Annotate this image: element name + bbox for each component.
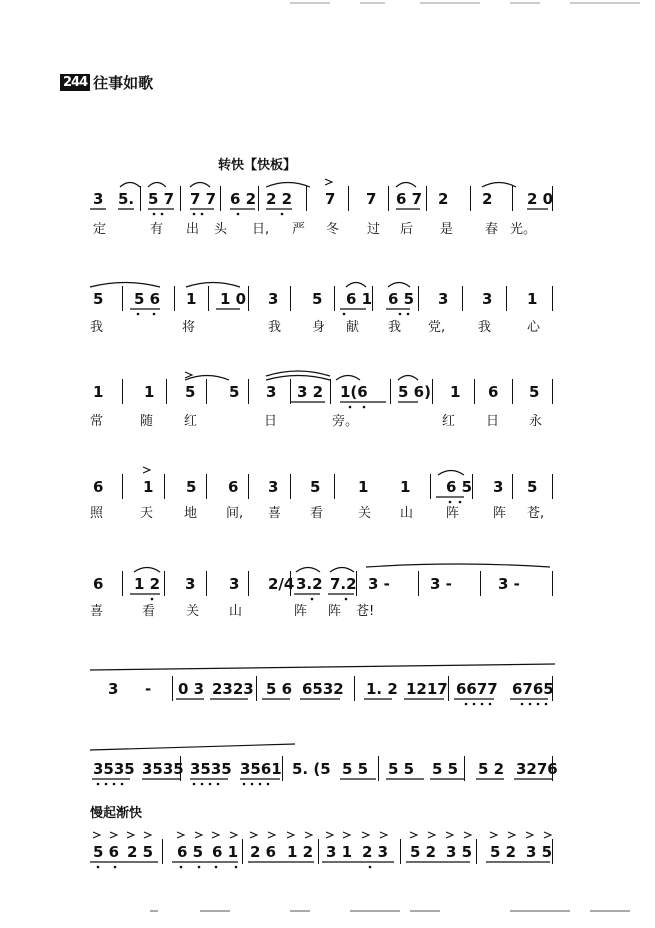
slur (396, 183, 416, 188)
note-group: 1. 2 (366, 680, 398, 698)
note-group: 6 7 (396, 190, 423, 208)
octave-dot (281, 213, 284, 216)
lyric-char: 山 (229, 604, 243, 619)
lyric-char: 阵 (446, 506, 460, 521)
lyric-char: 苍, (527, 506, 545, 521)
barline (418, 571, 419, 596)
barline (180, 186, 181, 211)
note-group: 6 2 (230, 190, 257, 208)
lyric-char: 心 (527, 320, 541, 335)
note-group: 5 5 (388, 760, 415, 778)
note-group: 3 (108, 680, 119, 698)
note-group: 0 3 (178, 680, 205, 698)
accent-mark (93, 832, 100, 838)
lyric-char: 有 (150, 222, 164, 237)
note-group: 5 6) (398, 383, 431, 401)
accent-mark (268, 832, 275, 838)
barline (140, 186, 141, 211)
barline (464, 756, 465, 781)
barline (162, 839, 163, 864)
octave-dot (137, 313, 140, 316)
page-number: 244 (60, 74, 90, 91)
barline (388, 186, 389, 211)
octave-dot (251, 783, 254, 786)
octave-dot (545, 703, 548, 706)
octave-dot (97, 783, 100, 786)
lyric-char: 永 (529, 414, 543, 429)
barline (348, 186, 349, 211)
barline (390, 379, 391, 404)
barline (122, 571, 123, 596)
scan-noise-top (270, 2, 655, 5)
barline (206, 474, 207, 499)
octave-dot (180, 866, 183, 869)
barline (474, 379, 475, 404)
barline (330, 379, 331, 404)
lyric-char: 光。 (510, 222, 537, 237)
barline (306, 186, 307, 211)
note-group: 7 7 (190, 190, 217, 208)
accent-mark (526, 832, 533, 838)
barline (172, 676, 173, 701)
note-group: 5 (93, 290, 104, 308)
note-group: 1 (144, 383, 155, 401)
barline (290, 474, 291, 499)
note-group: 1 (143, 478, 154, 496)
octave-dot (537, 703, 540, 706)
barline (208, 286, 209, 311)
octave-dot (481, 703, 484, 706)
slur (90, 283, 160, 288)
note-group: 5 (310, 478, 321, 496)
note-group: 6 1 (212, 843, 239, 861)
accent-mark (446, 832, 453, 838)
note-group: 1 (93, 383, 104, 401)
note-group: 3 - (498, 575, 520, 593)
note-group: 6 5 (177, 843, 204, 861)
barline (290, 286, 291, 311)
lyric-char: 关 (186, 604, 200, 619)
slur (366, 564, 550, 567)
accent-mark (362, 832, 369, 838)
note-group: 5. (5 (292, 760, 331, 778)
note-group: 5 (229, 383, 240, 401)
octave-dot (193, 783, 196, 786)
barline (242, 839, 243, 864)
lyric-char: 春 (485, 222, 499, 237)
octave-dot (369, 866, 372, 869)
slur (90, 744, 295, 750)
barline (426, 186, 427, 211)
octave-dot (363, 406, 366, 409)
note-group: 3 - (368, 575, 390, 593)
barline (552, 839, 553, 864)
note-group: 2323 (212, 680, 254, 698)
lyric-char: 山 (400, 506, 414, 521)
barline (174, 286, 175, 311)
page-title: 往事如歌 (93, 73, 154, 92)
barline (248, 286, 249, 311)
barline (418, 286, 419, 311)
barline (206, 379, 207, 404)
lyric-char: 身 (312, 320, 326, 335)
barline (378, 756, 379, 781)
accent-mark (325, 179, 332, 185)
barline (476, 839, 477, 864)
note-group: 5 (527, 478, 538, 496)
octave-dot (198, 866, 201, 869)
lyric-char: 定 (93, 222, 107, 237)
barline (256, 676, 257, 701)
note-group: 5 6 (93, 843, 120, 861)
note-group: 5 (529, 383, 540, 401)
lyric-char: 间, (226, 506, 244, 521)
note-group: 1(6 (340, 383, 368, 401)
note-group: 6 (93, 575, 104, 593)
note-group: 6532 (302, 680, 344, 698)
note-group: 7.2 (330, 575, 357, 593)
slur (134, 568, 160, 573)
note-group: 1 (358, 478, 369, 496)
slur (120, 183, 140, 188)
accent-mark (127, 832, 134, 838)
note-group: 3535 (93, 760, 135, 778)
note-group: 1217 (406, 680, 448, 698)
note-group: 3276 (516, 760, 558, 778)
note-group: 7 (366, 190, 377, 208)
slur (266, 371, 330, 376)
note-group: 1 2 (134, 575, 161, 593)
octave-dot (121, 783, 124, 786)
lyric-char: 日 (264, 414, 278, 429)
octave-dot (113, 783, 116, 786)
barline (166, 379, 167, 404)
lyric-char: 阵 (294, 604, 308, 619)
octave-dot (209, 783, 212, 786)
note-group: 1 (527, 290, 538, 308)
accent-mark (508, 832, 515, 838)
lyric-char: 我 (90, 320, 104, 335)
accent-mark (544, 832, 551, 838)
slur (186, 283, 240, 288)
lyric-char: 苍! (356, 604, 375, 619)
octave-dot (521, 703, 524, 706)
slur (330, 568, 354, 573)
barline (480, 571, 481, 596)
note-group: 6 (228, 478, 239, 496)
note-group: 6 (93, 478, 104, 496)
note-group: 1 2 (287, 843, 314, 861)
note-group: 2 0 (527, 190, 554, 208)
octave-dot (243, 783, 246, 786)
barline (248, 474, 249, 499)
note-group: 3 (482, 290, 493, 308)
note-group: 6 1 (346, 290, 373, 308)
lyric-char: 冬 (326, 222, 340, 237)
note-group: 3 5 (446, 843, 473, 861)
note-group: 3 (268, 478, 279, 496)
note-group: 3561 (240, 760, 282, 778)
note-group: 6 5 (388, 290, 415, 308)
accent-mark (410, 832, 417, 838)
barline (122, 379, 123, 404)
lyric-char: 喜 (90, 604, 104, 619)
barline (334, 286, 335, 311)
lyric-char: 党, (428, 320, 446, 335)
note-group: 3 (493, 478, 504, 496)
octave-dot (449, 501, 452, 504)
accent-mark (464, 832, 471, 838)
slur (190, 183, 210, 188)
lyric-char: 旁。 (332, 414, 359, 429)
accent-mark (185, 372, 192, 378)
slur (148, 183, 166, 188)
note-group: 5 6 (266, 680, 293, 698)
note-group: 1 0 (220, 290, 247, 308)
slur (336, 376, 360, 381)
lyric-char: 头 (214, 222, 228, 237)
slur (90, 664, 555, 670)
note-group: 5. (118, 190, 135, 208)
slur (346, 283, 366, 288)
slur (398, 376, 418, 381)
note-group: 3 (268, 290, 279, 308)
barline (512, 379, 513, 404)
accent-mark (144, 832, 151, 838)
lyric-char: 日, (252, 222, 270, 237)
octave-dot (349, 406, 352, 409)
note-group: 2 6 (250, 843, 277, 861)
barline (462, 286, 463, 311)
barline (552, 379, 553, 404)
lyric-char: 是 (440, 222, 454, 237)
lyric-char: 后 (400, 222, 414, 237)
accent-mark (305, 832, 312, 838)
octave-dot (201, 213, 204, 216)
lyric-char: 我 (478, 320, 492, 335)
accent-mark (490, 832, 497, 838)
note-group: 3535 (142, 760, 184, 778)
octave-dot (153, 213, 156, 216)
note-group: 1 (186, 290, 197, 308)
barline (472, 474, 473, 499)
barline (512, 186, 513, 211)
octave-dot (153, 313, 156, 316)
note-group: 5 (312, 290, 323, 308)
note-group: 3 1 (326, 843, 353, 861)
slur (266, 183, 310, 188)
barline (430, 474, 431, 499)
lyric-char: 喜 (268, 506, 282, 521)
octave-dot (161, 213, 164, 216)
octave-dot (407, 313, 410, 316)
note-group: 3 - (430, 575, 452, 593)
note-group: 3 (185, 575, 196, 593)
note-group: 2 2 (266, 190, 293, 208)
note-group: 5 (186, 478, 197, 496)
note-group: - (145, 680, 152, 698)
note-group: 3 (438, 290, 449, 308)
lyric-char: 将 (182, 320, 196, 335)
barline (164, 571, 165, 596)
barline (248, 379, 249, 404)
barline (282, 756, 283, 781)
note-group: 6 (488, 383, 499, 401)
note-group: 5 (185, 383, 196, 401)
note-group: 6765 (512, 680, 554, 698)
accent-mark (287, 832, 294, 838)
lyric-char: 看 (142, 604, 156, 619)
slur (482, 183, 516, 188)
accent-mark (230, 832, 237, 838)
note-group: 2/4 (268, 575, 295, 593)
accent-mark (250, 832, 257, 838)
lyric-char: 过 (367, 222, 381, 237)
octave-dot (105, 783, 108, 786)
barline (164, 474, 165, 499)
barline (258, 186, 259, 211)
note-group: 5 5 (432, 760, 459, 778)
octave-dot (529, 703, 532, 706)
barline (122, 286, 123, 311)
note-group: 2 (438, 190, 449, 208)
barline (354, 676, 355, 701)
note-group: 3 (229, 575, 240, 593)
note-group: 2 (482, 190, 493, 208)
octave-dot (201, 783, 204, 786)
accent-mark (343, 832, 350, 838)
accent-mark (110, 832, 117, 838)
accent-mark (212, 832, 219, 838)
barline (248, 571, 249, 596)
side-marking: 慢起渐快 (90, 806, 143, 821)
octave-dot (399, 313, 402, 316)
barline (122, 474, 123, 499)
note-group: 5 6 (134, 290, 161, 308)
note-group: 3.2 (296, 575, 323, 593)
octave-dot (151, 598, 154, 601)
barline (512, 474, 513, 499)
lyric-char: 献 (346, 320, 360, 335)
lyric-char: 关 (358, 506, 372, 521)
barline (400, 839, 401, 864)
lyric-char: 严 (292, 222, 306, 237)
accent-mark (380, 832, 387, 838)
note-group: 1 (400, 478, 411, 496)
note-group: 3 5 (526, 843, 553, 861)
page-header (60, 72, 153, 92)
octave-dot (459, 501, 462, 504)
barline (448, 676, 449, 701)
lyric-char: 随 (140, 414, 154, 429)
scan-noise-bottom (80, 910, 640, 916)
octave-dot (343, 313, 346, 316)
note-group: 6677 (456, 680, 498, 698)
octave-dot (473, 703, 476, 706)
slur (438, 471, 464, 476)
barline (552, 286, 553, 311)
barline (206, 571, 207, 596)
lyric-char: 红 (184, 414, 198, 429)
octave-dot (217, 783, 220, 786)
slur (266, 376, 330, 381)
octave-dot (489, 703, 492, 706)
note-group: 3 2 (297, 383, 324, 401)
lyric-char: 红 (442, 414, 456, 429)
lyric-char: 我 (268, 320, 282, 335)
accent-mark (177, 832, 184, 838)
accent-mark (428, 832, 435, 838)
lyric-char: 阵 (328, 604, 342, 619)
octave-dot (465, 703, 468, 706)
octave-dot (97, 866, 100, 869)
octave-dot (215, 866, 218, 869)
barline (334, 474, 335, 499)
lyric-char: 我 (388, 320, 402, 335)
note-group: 5 7 (148, 190, 175, 208)
octave-dot (237, 213, 240, 216)
barline (220, 186, 221, 211)
note-group: 3 (266, 383, 277, 401)
barline (432, 379, 433, 404)
barline (318, 839, 319, 864)
barline (372, 286, 373, 311)
barline (552, 474, 553, 499)
lyric-char: 日 (486, 414, 500, 429)
lyric-char: 阵 (493, 506, 507, 521)
note-group: 5 2 (490, 843, 517, 861)
barline (290, 379, 291, 404)
lyric-char: 照 (90, 506, 104, 521)
octave-dot (235, 866, 238, 869)
barline (506, 286, 507, 311)
slur (388, 283, 410, 288)
octave-dot (311, 598, 314, 601)
octave-dot (267, 783, 270, 786)
barline (552, 571, 553, 596)
slur (296, 568, 320, 573)
lyric-char: 出 (186, 222, 200, 237)
octave-dot (345, 598, 348, 601)
note-group: 5 5 (342, 760, 369, 778)
note-group: 5 2 (478, 760, 505, 778)
note-group: 2 5 (127, 843, 154, 861)
note-group: 7 (325, 190, 336, 208)
lyric-char: 常 (90, 414, 104, 429)
lyric-char: 地 (184, 506, 198, 521)
octave-dot (114, 866, 117, 869)
barline (470, 186, 471, 211)
accent-mark (143, 467, 150, 473)
lyric-char: 天 (140, 506, 154, 521)
lyric-char: 看 (310, 506, 324, 521)
octave-dot (193, 213, 196, 216)
tempo-marking: 转快【快板】 (218, 158, 297, 173)
note-group: 5 2 (410, 843, 437, 861)
note-group: 2 3 (362, 843, 389, 861)
note-group: 3 (93, 190, 104, 208)
note-group: 3535 (190, 760, 232, 778)
accent-mark (195, 832, 202, 838)
note-group: 1 (450, 383, 461, 401)
note-group: 6 5 (446, 478, 473, 496)
accent-mark (326, 832, 333, 838)
octave-dot (259, 783, 262, 786)
